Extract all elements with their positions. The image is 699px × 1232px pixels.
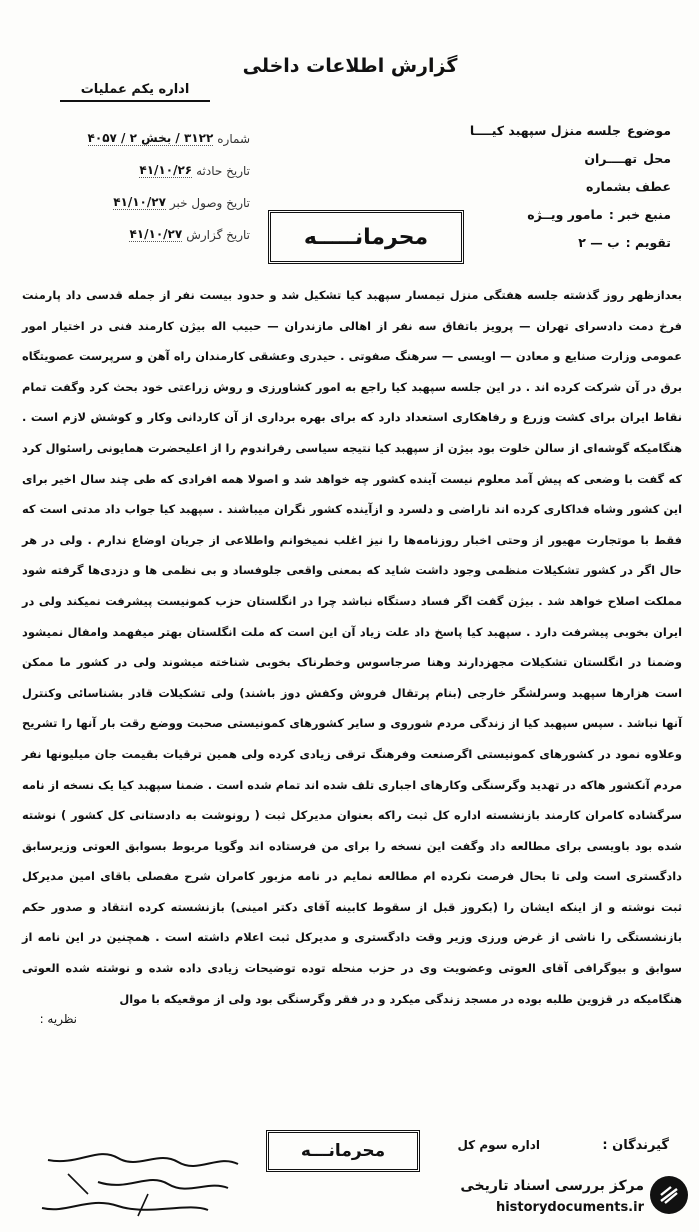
- archive-logo: [420, 1172, 696, 1228]
- footer-area: [0, 1130, 699, 1232]
- meta-label: تاریخ وصول خبر: [169, 196, 250, 210]
- meta-label: تاریخ گزارش: [186, 228, 250, 242]
- recipients-value: اداره سوم کل: [457, 1138, 540, 1152]
- meta-label: تاریخ حادثه: [196, 164, 250, 178]
- archive-logo-name: مرکز بررسی اسناد تاریخی: [460, 1178, 644, 1194]
- meta-received-date-row: [40, 178, 250, 210]
- confidential-stamp-footer: محرمانـــه: [266, 1130, 420, 1172]
- meta-subject-row: [401, 110, 671, 138]
- meta-number-row: [40, 114, 250, 146]
- meta-event-date-row: [40, 146, 250, 178]
- archive-logo-url: historydocuments.ir: [495, 1200, 644, 1215]
- meta-value: ۴۱/۱۰/۲۷: [113, 195, 166, 209]
- handwritten-signature: [28, 1144, 258, 1224]
- meta-value: ۴۱/۱۰/۲۷: [129, 227, 183, 241]
- meta-report-date-row: [40, 210, 250, 242]
- meta-label: محل: [643, 151, 671, 166]
- meta-value: ۴۱/۱۰/۲۶: [139, 163, 193, 177]
- meta-value: ۳۱۲۲ / بخش ۲ / ۴۰۵۷: [87, 131, 214, 145]
- department-heading: اداره یکم عملیات: [80, 82, 190, 97]
- note-label: نظریه :: [39, 1012, 77, 1026]
- department-underline: [60, 100, 210, 102]
- meta-location-row: [401, 138, 671, 166]
- report-title: گزارش اطلاعات داخلی: [242, 55, 458, 77]
- archive-logo-icon: [650, 1176, 688, 1214]
- meta-value: جلسه منزل سپهبد کیــــا: [469, 123, 621, 138]
- report-meta-left: [40, 114, 250, 242]
- meta-value: مامور ویــژه: [527, 207, 603, 222]
- recipients-label: گیرندگان :: [602, 1138, 669, 1153]
- confidential-stamp: محرمانـــــه: [268, 210, 464, 264]
- meta-reference-row: [401, 166, 671, 194]
- meta-value: ب — ۲: [578, 235, 620, 250]
- report-body: بعدازظهر روز گذشته جلسه هفتگی منزل تیمسار سپهبد کیا تشکیل شد و حدود بیست نفر از جمله قدسی داد پارمنت فرخ دمت دادسرای تهران — پرویز باتفاق سه نفر از اهالی مازندران — حبیب اله بیژن کارمند فنی در اختیار امور عمومی وزارت صنایع و معادن — اویسی — سرهنگ صفوتی . حیدری وعشقی کارمندان راه آهن و سرپرست عصویتگاه برق در آن شرکت کرده اند . در این جلسه سپهبد کیا راجع به امور کشاورزی و روش زراعتی خود بحث کرد وگفت تمام نقاط ایران برای کشت وزرع و رفاهکاری استعداد دارد که برای بهره برداری از آن کاردانی وکار و کوشش لازم است . هنگامیکه گوشه‌ای از سالن خلوت بود بیژن از سپهبد کیا نتیجه سیاسی رفراندوم را از اعلیحضرت همایونی راسئوال کرد که گفت با وضعی که پیش آمد معلوم نیست آینده کشور چه خواهد شد و اصولا همه افرادی که طی چند سال اخیر برای این کشور وشاه فداکاری کرده اند ناراضی و دلسرد و ازآینده کشور نگران میباشند . سپهبد کیا جواب داد مدتی است که فقط با موتجارت مهیور از وحتی اخبار روزنامه‌ها را نیز اغلب نمیخوانم واطلاعی از جریان اوضاع ندارم . ولی در هر حال اگر در کشور تشکیلات منظمی وجود داشت شاید که بمعنی واقعی جلوفساد و بی نظمی ها و دزدی‌ها گرفته شود مملکت اصلاح خواهد شد . بیژن گفت اگر فساد دستگاه نباشد چرا در انگلستان حزب کمونیست پیشرفت نمیکند ولی در ایران بخوبی پیشرفت دارد . سپهبد کیا پاسخ داد علت زیاد آن این است که ملت انگلستان بهتر میفهمد وامفال نمیشود وضمنا در انگلستان تشکیلات مجهزدارند وهنا صرجاسوس وخطرناک بخوبی شناخته میشوند ولی در کشور ما ممکن است هزارها سپهبد وسرلشگر خارجی (بنام پرتقال فروش وکفش دوز باشند) ولی تشکیلات قادر بشناسائی وکنترل آنها نباشد . سپس سپهبد کیا از زندگی مردم شوروی و سایر کشورهای کمونیستی صحبت ووضع رقت بار آنها را تشریح وعلاوه نمود در کشورهای کمونیستی اگرصنعت وفرهنگ ترقی زیادی کرده ولی همین ترقیات بقیمت جان میلیونها نفر مردم آنکشور هاکه در تهدید وگرسنگی وکارهای اجباری تلف شده اند تمام شده است . ضمنا سپهبد کیا یک نسخه از نامه سرگشاده کامران کارمند بازنشسته اداره کل ثبت راکه بعنوان مدیرکل ثبت ( رونوشت به دادستانی کل کشور ) نوشته شده بود باویسی برای مطالعه داد وگفت این نسخه را برای من فرستاده اند وگویا مربوط بسوابق العوتی وزیرسابق دادگستری است ولی تا بحال فرصت نکرده ام مطالعه نمایم در نامه مزبور کامران شرح مفصلی باقای امین مدیرکل ثبت نوشته و از اینکه ایشان را (بکروز قبل از سقوط کابینه آقای دکتر امینی) بازنشسته کرده انتقاد و صدور حکم بازنشستگی را ناشی از غرض ورزی وزیر وقت دادگستری و مدیرکل ثبت اعلام داشته است . همچنین در این نامه از سوابق و بیوگرافی آقای العوتی وعضویت وی در حزب منحله توده توضیحات زیادی داده شده و نوشته شده العوتی هنگامیکه در قزوین طلبه بوده در مسجد زندگی میکرد و در فقر وگرسنگی بود ولی از موقعیکه با موال: [22, 288, 682, 1006]
- meta-label: موضوع: [626, 123, 671, 138]
- meta-value: تهــــران: [584, 151, 638, 166]
- meta-label: تقویم :: [625, 235, 671, 250]
- meta-label: عطف بشماره: [585, 179, 671, 194]
- meta-label: منبع خبر :: [608, 207, 671, 222]
- meta-label: شماره: [217, 132, 250, 146]
